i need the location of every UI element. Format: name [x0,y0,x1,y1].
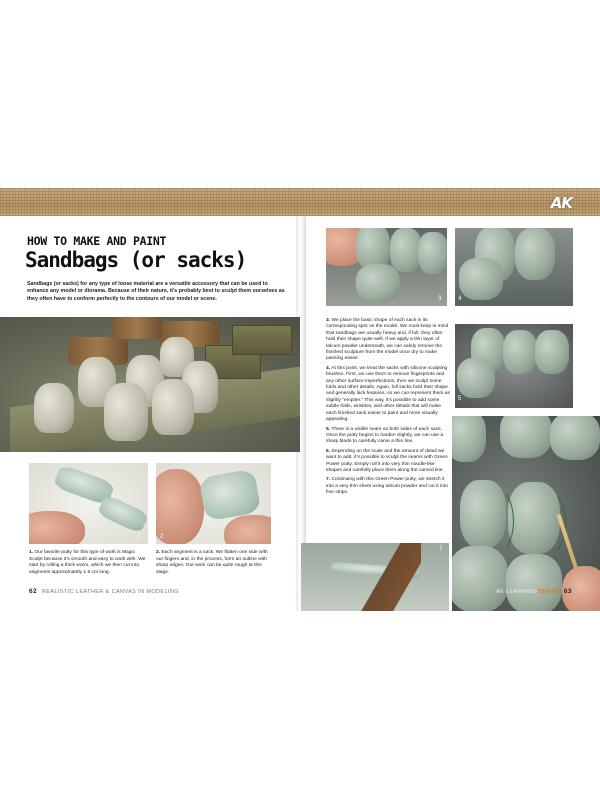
burlap-header-band [0,188,600,216]
article-title: Sandbags (or sacks) [25,248,247,272]
putty-sack [535,330,569,374]
truck-sandbags-photo [0,317,300,452]
step-7-photo [301,543,449,611]
putty-sack [500,416,552,458]
photo-number: 2 [160,534,164,540]
step-text: Depending on the scale and the amount of detail we want to add, it’s possible to sculpt the seams with Green Power putty. Simply roll it into very thin noodle-like shapes and carefully place them along the carved line. [326,448,448,473]
book-title: REALISTIC LEATHER & CANVAS IN MODELING [41,589,179,595]
step-text: There is a visible seam on both sides of each sack. Once the putty begins to harden slightly, we can use a sharp blade to carefully carve a thin line. [326,426,444,445]
photo-number: 5 [458,396,462,402]
putty-sack [515,228,555,280]
paragraph-6 [326,449,450,475]
step-number: 1. [29,550,34,555]
step-text: Our favorite putty for this type of work is Magic Sculpt because it’s smooth and easy to work with. We start by rolling a thick worm, which we then cut into segments approximately 1.5 cm long. [29,550,146,575]
photo-number: 7 [439,546,443,552]
step-number: 3. [326,318,331,323]
sandbag [34,383,74,433]
wooden-crate [232,325,292,355]
magazine-spread [0,188,600,611]
paragraph-4 [326,366,450,424]
right-folio [496,588,572,595]
putty-sack [503,330,537,374]
photo-number: 3 [438,296,442,302]
sandbag [152,379,194,435]
putty-sack [550,416,600,460]
paragraph-5 [326,427,450,446]
finger [156,469,204,544]
blade [361,543,421,611]
putty-sack [452,416,486,462]
paragraph-7 [326,477,450,496]
step-2-caption [156,550,272,576]
putty-sack [418,232,447,274]
step-4-photo [455,228,573,306]
green-seam [474,486,514,556]
page-number: 62 [29,588,38,595]
step-text: Each segment is a sack. We flatten one side with our fingers and, in the process, form an outline with sharp edges. Our work can be quite rough at this stage. [156,550,268,575]
putty-sack [459,258,503,300]
left-folio [29,588,179,595]
step-1-photo [29,463,148,544]
step-text: At this point, we treat the sacks with silicone sculpting brushes. First, we use them to remove fingerprints and any other surface imperfections, then we sculpt some folds and other details. Again, full sacks hold their shape and generally lack features, so we can represent them as slightly “emptier.” This way, it’s possible to add some subtle folds, wrinkles, and other details that will make each finished sack easier to paint and more visually appealing. [326,365,450,423]
article-intro: Sandbags (or sacks) for any type of loose material are a versatile accessory that can be used to enhance any model or diorama. Because of their nature, it’s probably best to sculpt them ourselves as they often have to conform perfectly to the contours of our model or scene. [27,281,285,302]
step-number: 6. [326,448,331,454]
step-1-caption [29,550,148,576]
finger [29,511,85,544]
putty-sack [457,358,495,398]
step-number: 4. [326,365,331,371]
ak-logo: AK [550,194,572,212]
step-6-photo [452,416,600,611]
step-2-photo [156,463,271,544]
putty-sack [452,546,508,611]
photo-number: 1 [137,534,141,540]
step-number: 5. [326,426,331,432]
fuel-drum [112,317,162,339]
putty-segment [199,468,262,521]
paragraph-3 [326,318,450,363]
putty-worm [97,494,148,534]
article-kicker: HOW TO MAKE AND PAINT [27,234,167,248]
step-number: 2. [156,550,161,555]
sandbag [104,383,148,441]
finger [224,515,271,544]
step-text: We place the basic shape of each sack in its corresponding spot on the model. We must keep in mind that sandbags are usually heavy and, if full, they often hold their shape quite well. If we apply a thin layer of talcum powder underneath, we can safely remove the finished sculpture from the model once dry to make painting easier. [326,318,449,362]
page-number: 63 [563,588,572,595]
series-brand: AK LEARNING [496,589,538,595]
putty-sack [356,264,400,302]
series-name: SERIES [537,589,560,595]
step-number: 7. [326,477,331,483]
step-3-photo [326,228,447,306]
step-5-photo [455,324,573,408]
step-text: Continuing with this Green Power putty, we stretch it into a very thin sheet using talcum powder and cut it into fine strips. [326,477,448,496]
right-column-text [326,318,450,497]
putty-sack [506,554,562,611]
photo-number: 4 [458,296,462,302]
